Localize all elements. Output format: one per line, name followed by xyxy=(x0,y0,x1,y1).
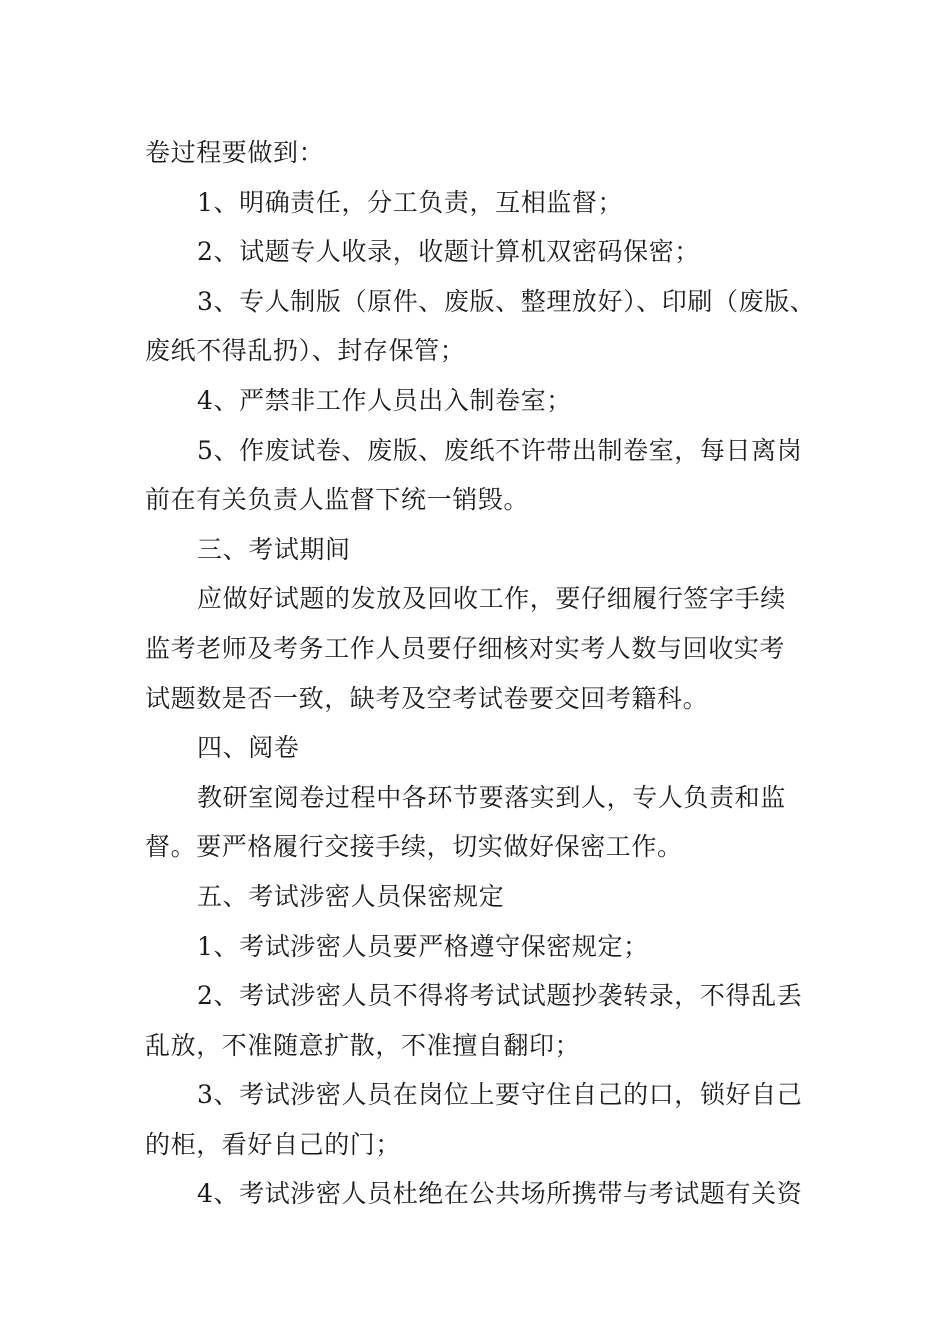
text-line: 教研室阅卷过程中各环节要落实到人，专人负责和监 xyxy=(197,782,786,812)
text-line: 4、考试涉密人员杜绝在公共场所携带与考试题有关资 xyxy=(197,1179,803,1209)
text-line: 3、考试涉密人员在岗位上要守住自己的口，锁好自己 xyxy=(197,1080,803,1110)
document-body xyxy=(145,128,825,1219)
text-line: 乱放，不准随意扩散，不准擅自翻印； xyxy=(145,1030,581,1060)
text-line: 卷过程要做到： xyxy=(145,138,325,167)
text-line: 5、作废试卷、废版、废纸不许带出制卷室，每日离岗 xyxy=(197,435,803,465)
text-line: 2、试题专人收录，收题计算机双密码保密； xyxy=(197,237,700,267)
text-line: 1、考试涉密人员要严格遵守保密规定； xyxy=(197,931,649,961)
text-line: 3、专人制版（原件、废版、整理放好）、印刷（废版、 xyxy=(197,286,816,316)
text-line: 4、严禁非工作人员出入制卷室； xyxy=(197,385,572,415)
section-heading: 五、考试涉密人员保密规定 xyxy=(197,881,505,911)
text-line: 1、明确责任，分工负责，互相监督； xyxy=(197,187,624,217)
text-line: 2、考试涉密人员不得将考试试题抄袭转录，不得乱丢 xyxy=(197,981,803,1011)
text-line: 试题数是否一致，缺考及空考试卷要交回考籍科。 xyxy=(145,683,709,713)
text-line: 的柜，看好自己的门； xyxy=(145,1129,402,1159)
text-line: 督。要严格履行交接手续，切实做好保密工作。 xyxy=(145,832,683,862)
section-heading: 三、考试期间 xyxy=(197,534,351,564)
section-heading: 四、阅卷 xyxy=(197,733,300,763)
text-line: 应做好试题的发放及回收工作，要仔细履行签字手续 xyxy=(197,584,786,614)
text-line: 监考老师及考务工作人员要仔细核对实考人数与回收实考 xyxy=(145,633,786,663)
text-line: 废纸不得乱扔）、封存保管； xyxy=(145,336,466,366)
text-line: 前在有关负责人监督下统一销毁。 xyxy=(145,485,530,515)
